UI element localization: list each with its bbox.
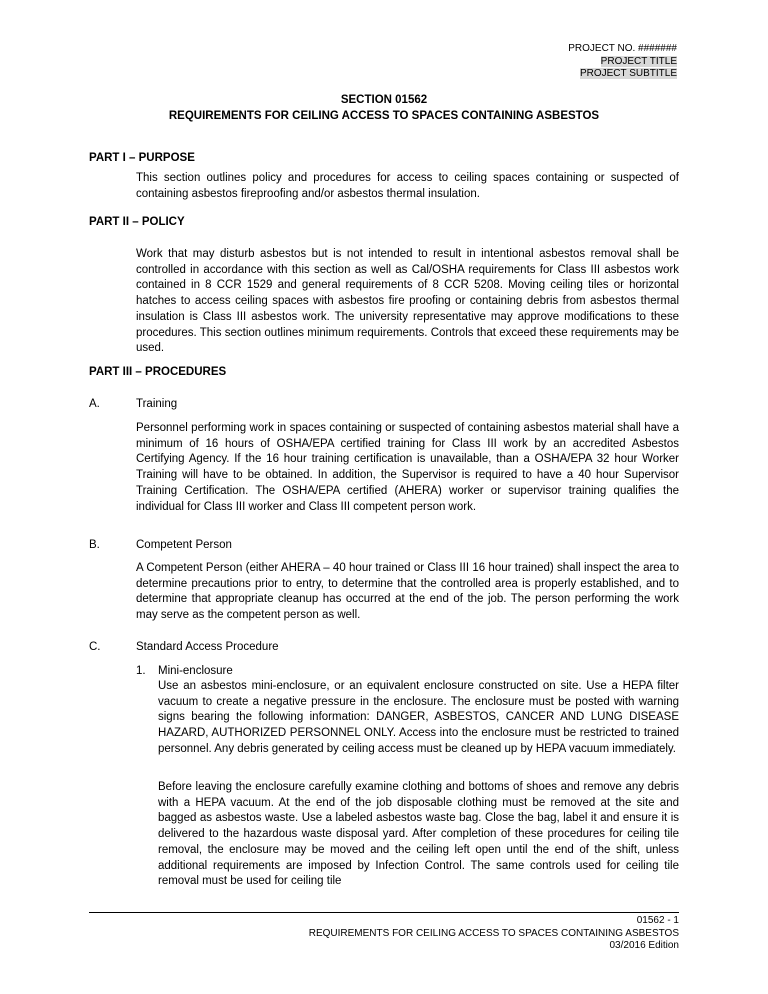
item-a-letter: A.: [89, 398, 100, 410]
item-c1-text-1: Use an asbestos mini-enclosure, or an equivalent enclosure constructed on site. Use a HEPA filter vacuum to create a negative pressure in the enclosure. The enclosure must be posted with warning signs bearing the following information: DANGER, ASBESTOS, CANCER AND LUNG DISEASE HAZARD, AUTHORIZED PERSONNEL ONLY. Access into the enclosure must be restricted to trained personnel. Any debris generated by ceiling access must be cleaned up by HEPA vacuum immediately.: [158, 680, 679, 755]
part-2-heading: PART II – POLICY: [89, 216, 185, 228]
page-header: [568, 43, 677, 81]
footer-divider: [89, 912, 679, 913]
item-c1-text-2: Before leaving the enclosure carefully examine clothing and bottoms of shoes and remove any debris with a HEPA vacuum. At the end of the job disposable clothing must be removed at the site and bagged as asbestos waste. Use a labeled asbestos waste bag. Close the bag, label it and ensure it is delivered to the hazardous waste disposal yard. After completion of these procedures for ceiling tile removal, the enclosure may be moved and the ceiling left open until the end of the shift, unless additional requirements are imposed by Infection Control. The same controls used for ceiling tile removal must be used for ceiling tile: [158, 781, 679, 888]
item-c1-title: Mini-enclosure: [158, 665, 233, 677]
part-3-heading: PART III – PROCEDURES: [89, 366, 227, 378]
section-number: SECTION 01562: [340, 94, 428, 106]
part-1-text: This section outlines policy and procedures for access to ceiling spaces containing or suspected of containing asbestos fireproofing and/or asbestos thermal insulation.: [136, 172, 679, 200]
footer-section-title: REQUIREMENTS FOR CEILING ACCESS TO SPACES CONTAINING ASBESTOS: [308, 927, 679, 939]
item-c-letter: C.: [89, 641, 101, 653]
project-subtitle: PROJECT SUBTITLE: [579, 68, 677, 79]
part-2-text: Work that may disturb asbestos but is not intended to result in intentional asbestos removal shall be controlled in accordance with this section as well as Cal/OSHA requirements for Class III asbestos work contained in 8 CCR 1529 and general requirements of 8 CCR 5208. Moving ceiling tiles or horizontal hatches to access ceiling spaces with asbestos fire proofing or containing debris from asbestos thermal insulation is Class III asbestos work. The university representative may approve modifications to these procedures. This section outlines minimum requirements. Controls that exceed these requirements may be used.: [136, 248, 679, 355]
item-b-text: A Competent Person (either AHERA – 40 hour trained or Class III 16 hour trained) shall inspect the area to determine precautions prior to entry, to determine that the controlled area is properly established, and to determine that appropriate cleanup has occurred at the end of the job. The person performing the work may serve as the competent person as well.: [136, 562, 679, 622]
item-c-title: Standard Access Procedure: [136, 641, 279, 653]
part-1-heading: PART I – PURPOSE: [89, 152, 195, 164]
item-a-title: Training: [136, 398, 178, 410]
project-number: PROJECT NO. #######: [568, 43, 677, 54]
project-title: PROJECT TITLE: [600, 55, 677, 67]
edition: 03/2016 Edition: [609, 940, 679, 951]
item-a-text: Personnel performing work in spaces containing or suspected of containing asbestos material shall have a minimum of 16 hours of OSHA/EPA certified training for Class III work by an accredited Asbestos Certifying Agency. If the 16 hour training certification is unavailable, than a OSHA/EPA 32 hour Worker Training will have to be obtained. In addition, the Supervisor is required to have a 40 hour Supervisor Training Certification. The OSHA/EPA certified (AHERA) worker or supervisor training qualifies the individual for Class III worker and Class III competent person work.: [136, 422, 679, 513]
section-title: REQUIREMENTS FOR CEILING ACCESS TO SPACES CONTAINING ASBESTOS: [168, 110, 600, 122]
item-b-title: Competent Person: [136, 539, 232, 551]
page-footer: [309, 915, 679, 953]
item-b-letter: B.: [89, 539, 100, 551]
page-number: 01562 - 1: [636, 915, 679, 926]
item-c1-number: 1.: [136, 665, 146, 677]
